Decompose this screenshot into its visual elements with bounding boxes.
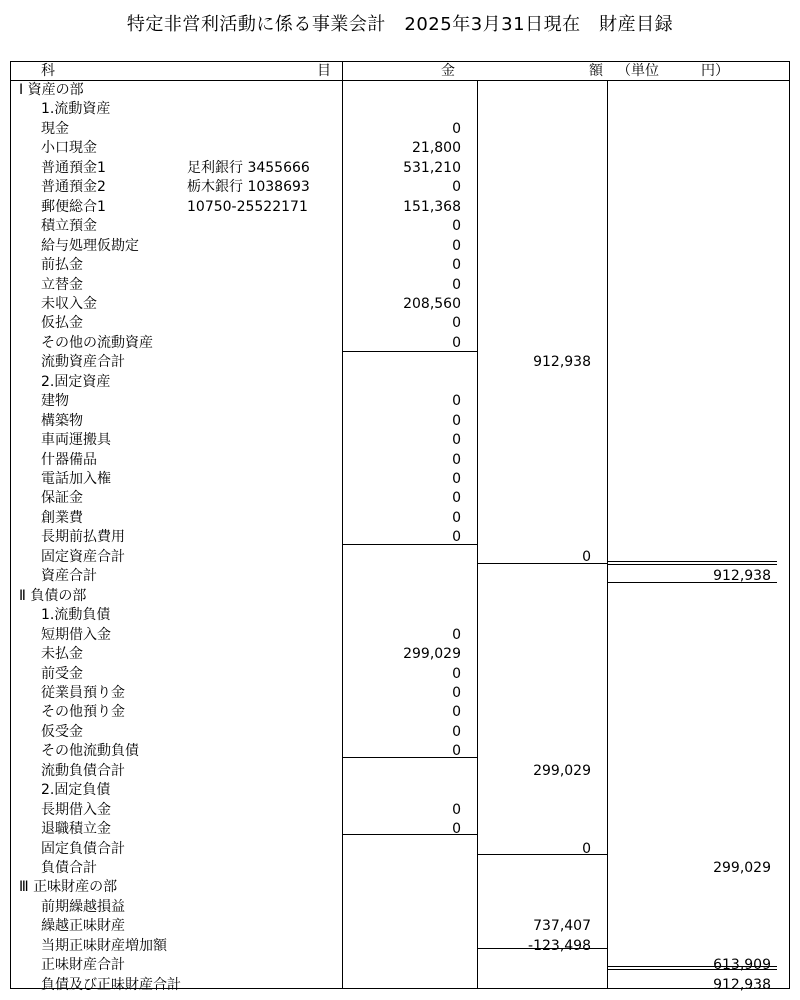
row-label: 固定資産合計 — [41, 548, 125, 565]
row-label: 郵便総合1 — [41, 198, 106, 215]
row-label: 建物 — [41, 393, 69, 410]
header-amount-right: 額 — [589, 63, 603, 79]
table-row — [11, 237, 791, 256]
row-label: 車両運搬具 — [41, 432, 111, 449]
row-label: 流動負債合計 — [41, 762, 125, 779]
amount-c1: 0 — [452, 334, 461, 351]
table-row — [11, 217, 791, 236]
table-row — [11, 528, 791, 547]
table-row — [11, 606, 791, 625]
row-label: 保証金 — [41, 490, 83, 507]
table-row — [11, 509, 791, 528]
table-row — [11, 548, 791, 567]
table-row — [11, 489, 791, 508]
row-label: Ⅱ 負債の部 — [19, 587, 87, 604]
table-row — [11, 178, 791, 197]
header-subject-right: 目 — [317, 63, 331, 79]
amount-c2: -123,498 — [528, 937, 591, 954]
row-label: 長期前払費用 — [41, 529, 125, 546]
row-label: 前払金 — [41, 257, 83, 274]
table-row — [11, 878, 791, 897]
table-row — [11, 937, 791, 956]
table-row — [11, 353, 791, 372]
table-row — [11, 665, 791, 684]
amount-c2: 0 — [582, 548, 591, 565]
table-row — [11, 100, 791, 119]
table-row — [11, 917, 791, 936]
table-row — [11, 840, 791, 859]
header-subject-left: 科 — [41, 63, 55, 79]
row-label: 現金 — [41, 120, 69, 137]
row-label: Ⅰ 資産の部 — [19, 82, 84, 98]
row-label: 1.流動負債 — [41, 607, 111, 624]
header-amount-left: 金 — [441, 63, 455, 79]
amount-c1: 0 — [452, 704, 461, 721]
table-row — [11, 626, 791, 645]
table-row — [11, 276, 791, 295]
amount-c1: 0 — [452, 490, 461, 507]
amount-c1: 0 — [452, 626, 461, 643]
table-row — [11, 392, 791, 411]
table-row — [11, 198, 791, 217]
amount-c1: 208,560 — [403, 295, 461, 312]
amount-c1: 0 — [452, 471, 461, 487]
row-detail: 栃木銀行 1038693 — [187, 179, 310, 196]
table-row — [11, 781, 791, 800]
amount-c1: 0 — [452, 237, 461, 254]
table-row — [11, 314, 791, 333]
row-label: 普通預金1 — [41, 159, 106, 176]
amount-c1: 0 — [452, 529, 461, 546]
table-row — [11, 976, 791, 995]
row-detail: 10750-25522171 — [187, 198, 308, 215]
table-row — [11, 431, 791, 450]
table-row — [11, 956, 791, 975]
row-label: 1.流動資産 — [41, 101, 111, 118]
table-row — [11, 820, 791, 839]
table-row — [11, 412, 791, 431]
row-label: 仮受金 — [41, 723, 83, 740]
table-row — [11, 139, 791, 158]
amount-c2: 0 — [582, 840, 591, 857]
table-row — [11, 470, 791, 489]
amount-c1: 299,029 — [403, 646, 461, 663]
row-label: 仮払金 — [41, 315, 83, 332]
amount-c1: 0 — [452, 723, 461, 740]
table-row — [11, 81, 791, 100]
amount-c1: 0 — [452, 315, 461, 332]
row-label: 長期借入金 — [41, 801, 111, 818]
row-label: 退職積立金 — [41, 821, 111, 838]
row-label: 構築物 — [41, 412, 83, 429]
amount-c1: 0 — [452, 684, 461, 701]
amount-c1: 0 — [452, 276, 461, 293]
table-row — [11, 295, 791, 314]
document-title: 特定非営利活動に係る事業会計 2025年3月31日現在 財産目録 — [126, 14, 674, 35]
row-label: 立替金 — [41, 276, 83, 293]
table-row — [11, 120, 791, 139]
amount-c1: 0 — [452, 218, 461, 235]
table-row — [11, 645, 791, 664]
row-label: 什器備品 — [41, 451, 97, 468]
amount-c1: 0 — [452, 179, 461, 196]
row-label: 固定負債合計 — [41, 840, 125, 857]
amount-c1: 0 — [452, 509, 461, 526]
amount-c1: 0 — [452, 451, 461, 468]
row-label: 2.固定負債 — [41, 782, 111, 799]
amount-c1: 151,368 — [403, 198, 461, 215]
row-label: 流動資産合計 — [41, 354, 125, 371]
table-row — [11, 684, 791, 703]
amount-c3: 912,938 — [713, 568, 771, 585]
table-row — [11, 762, 791, 781]
table-row — [11, 742, 791, 761]
row-label: その他預り金 — [41, 704, 125, 721]
row-label: 従業員預り金 — [41, 684, 125, 701]
amount-c1: 0 — [452, 821, 461, 838]
amount-c1: 0 — [452, 432, 461, 449]
amount-c1: 0 — [452, 665, 461, 682]
table-row — [11, 898, 791, 917]
table-row — [11, 159, 791, 178]
row-label: 資産合計 — [41, 568, 97, 585]
row-label: 短期借入金 — [41, 626, 111, 643]
table-row — [11, 451, 791, 470]
amount-c3: 912,938 — [713, 976, 771, 993]
row-label: 創業費 — [41, 509, 83, 526]
header-unit: （単位 円） — [617, 63, 729, 79]
amount-c2: 737,407 — [533, 918, 591, 935]
row-label: 未払金 — [41, 646, 83, 663]
amount-c1: 0 — [452, 801, 461, 818]
row-label: 未収入金 — [41, 295, 97, 312]
row-label: 積立預金 — [41, 218, 97, 235]
row-label: Ⅲ 正味財産の部 — [19, 879, 118, 896]
row-label: その他流動負債 — [41, 743, 139, 760]
row-label: その他の流動資産 — [41, 334, 153, 351]
table-row — [11, 587, 791, 606]
amount-c3: 613,909 — [713, 957, 771, 974]
table-row — [11, 723, 791, 742]
amount-c1: 0 — [452, 743, 461, 760]
row-label: 2.固定資産 — [41, 373, 111, 390]
table-row — [11, 567, 791, 586]
table-row — [11, 334, 791, 353]
table-row — [11, 859, 791, 878]
row-label: 小口現金 — [41, 140, 97, 157]
amount-c2: 299,029 — [533, 762, 591, 779]
amount-c1: 531,210 — [403, 159, 461, 176]
row-label: 前期繰越損益 — [41, 898, 125, 915]
amount-c1: 21,800 — [412, 140, 461, 157]
amount-c1: 0 — [452, 120, 461, 137]
row-label: 負債及び正味財産合計 — [41, 976, 181, 993]
row-label: 普通預金2 — [41, 179, 106, 196]
amount-c1: 0 — [452, 257, 461, 274]
table-row — [11, 373, 791, 392]
table-row — [11, 703, 791, 722]
row-label: 繰越正味財産 — [41, 918, 125, 935]
row-label: 当期正味財産増加額 — [41, 937, 167, 954]
row-label: 前受金 — [41, 665, 83, 682]
amount-c1: 0 — [452, 393, 461, 410]
row-label: 給与処理仮勘定 — [41, 237, 139, 254]
row-detail: 足利銀行 3455666 — [187, 159, 310, 176]
amount-c2: 912,938 — [533, 354, 591, 371]
row-label: 正味財産合計 — [41, 957, 125, 974]
table-row — [11, 801, 791, 820]
row-label: 電話加入権 — [41, 471, 111, 487]
row-label: 負債合計 — [41, 860, 97, 876]
amount-c1: 0 — [452, 412, 461, 429]
table-row — [11, 256, 791, 275]
amount-c3: 299,029 — [713, 860, 771, 876]
inventory-table — [10, 61, 790, 993]
